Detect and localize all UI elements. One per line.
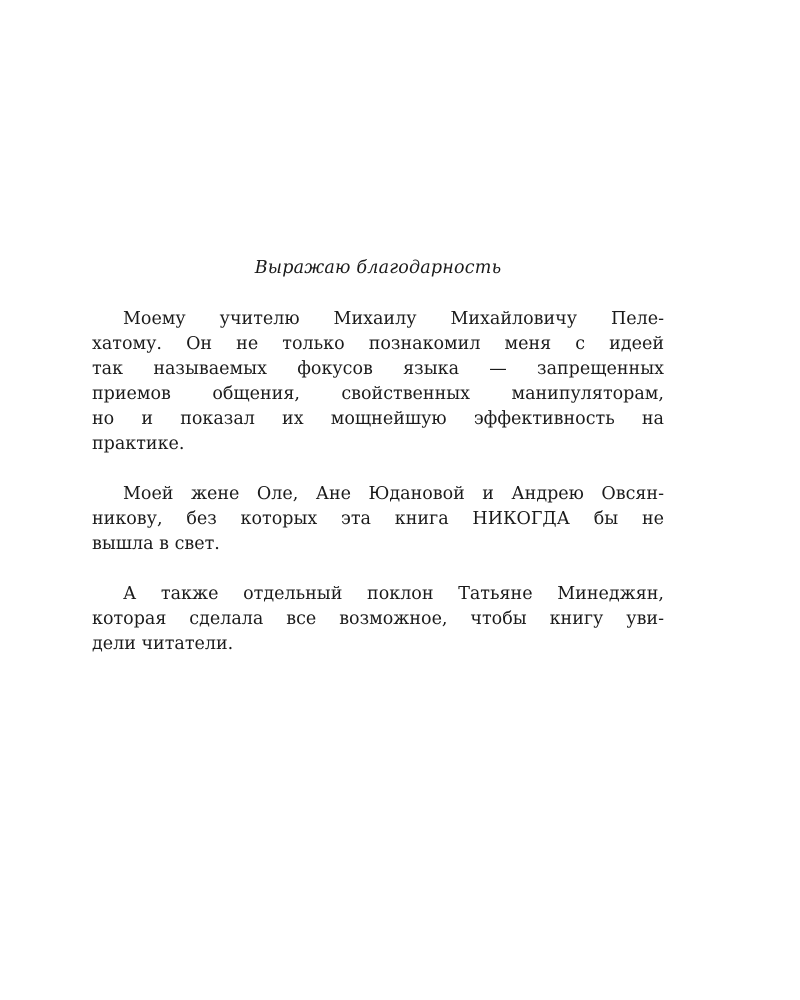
- text-line: которая сделала все возможное, чтобы книгу уви-: [92, 609, 664, 629]
- text-line: но и показал их мощнейшую эффективность на: [92, 409, 664, 429]
- paragraph-teacher: [92, 307, 664, 457]
- text-line: вышла в свет.: [92, 534, 220, 554]
- acknowledgements-section: [92, 256, 664, 682]
- paragraph-editor: [92, 582, 664, 657]
- text-line: так называемых фокусов языка — запрещенных: [92, 359, 664, 379]
- text-line: хатому. Он не только познакомил меня с идеей: [92, 334, 664, 354]
- text-line: А также отдельный поклон Татьяне Минеджян,: [123, 584, 664, 604]
- paragraph-family: [92, 482, 664, 557]
- text-line: дели читатели.: [92, 634, 234, 654]
- text-line: Моей жене Оле, Ане Юдановой и Андрею Овсян-: [123, 484, 664, 504]
- text-line: практике.: [92, 434, 185, 454]
- text-line: приемов общения, свойственных манипуляторам,: [92, 384, 664, 404]
- text-line: Моему учителю Михаилу Михайловичу Пеле-: [123, 309, 664, 329]
- text-line: никову, без которых эта книга НИКОГДА бы не: [92, 509, 664, 529]
- page-title: Выражаю благодарность: [254, 258, 502, 278]
